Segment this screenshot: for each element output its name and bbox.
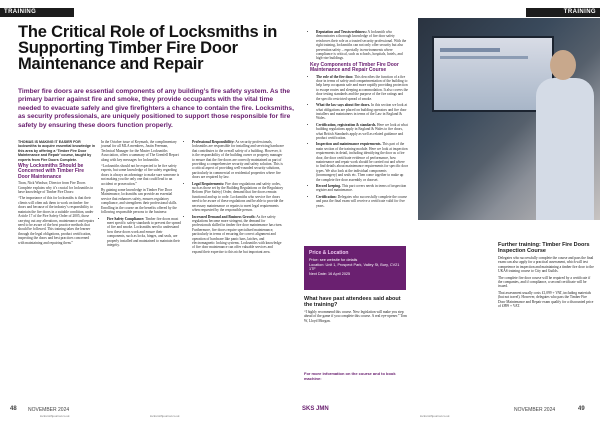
subheading-components: Key Components of Timber Fire Door Maintenance and Repair Course <box>310 61 399 74</box>
paragraph: By gaining some knowledge in Timber Fire Door Maintenance, locksmiths can provide an essential service that enhances safety, ensures regulatory compliance, and strengthens their professional skills. Enrolling in the course on the benefits offered by the following responsible persons to the business: <box>101 188 178 215</box>
list-item: • Inspection and maintenance requirements. This part of the main section of the training module. Here we look at inspection requirements in detail, including identifying the door as a fire door, the door certificate evidence of performance, how maintenance and repair work should be carried out and where to find details about maintenance requirements for specific door types. We also look at the individual components (ironmongery) and seals etc. Then come together to make up the complete fire door assembly or doorset. <box>316 142 408 182</box>
lead-paragraph: THOMAS IS MAKING IT EASIER FOR locksmiths to acquire essential knowledge in this area by offering a ‘Timber Fire Door Maintenance and Repair’ course, taught by experts from Fire Doors Complete. <box>18 140 96 162</box>
list-item: • Legal Requirements: Fire door regulations and safety codes, such as those set by the Building Regulations or the Regulatory Reform (Fire Safety) Order, demand that fire doors remain functional and up to code. Locksmiths who service fire doors need to be aware of these regulations and be able to provide the necessary maintenance or repairs to meet legal requirements when requested by the responsible person. <box>192 182 284 213</box>
list-item: • Professional Responsibility: As security professionals, locksmiths are responsible for installing and servicing hardware that contributes to the overall safety of a building. However, it is the responsibility of the building owner or property manager to ensure that the fire doors are correctly maintained as part of providing a comprehensive security and safety solution. This is a critical aspect of providing well-rounded security solutions, particularly in commercial or residential properties where fire doors are required by law. <box>192 140 284 180</box>
price-location-box <box>304 246 406 290</box>
paragraph: The complete fire door course will be required by a certificate if the companies, and if compliance, a second certificate will be issued. <box>498 275 591 289</box>
footer-url: locksmithjournal.co.uk <box>150 414 180 418</box>
list-item: • The role of the fire door. This describes the function of a fire door in terms of safety and compartmentation of the building to help keep occupants safe and more rapidly providing protection to escape routes and sleeping accommodation. It also covers the door testing standards and the purpose of the fire ratings and the specific restricted spread of smoke. <box>316 75 408 101</box>
more-info-link[interactable]: For more information on the course and to book machine: <box>304 371 396 381</box>
list-item: • Increased Demand and Business Growth: As fire safety regulations become more stringent, the demand for professionals skilled in timber fire door maintenance has risen. Furthermore, fire doors require specialised maintenance, particularly in terms of ensuring the correct alignment and operation of hardware like panic bars, latches, and electromagnetic locking systems. Locksmiths with knowledge of fire door maintenance can offer valuable services and expand their expertise to this niche but important area. <box>192 215 284 255</box>
subheading-why: Why Locksmiths Should be Concerned with Timber Fire Door Maintenance <box>18 163 85 180</box>
column-3 <box>186 140 284 256</box>
page-number: 48 <box>10 406 17 412</box>
further-training-heading: Further training: Timber Fire Doors Inspection Course <box>498 242 590 254</box>
training-photo <box>418 18 600 220</box>
article-title: The Critical Role of Locksmiths in Supporting Timber Fire Door Maintenance and Repair <box>18 23 278 73</box>
footer-left <box>0 406 300 420</box>
footer-right <box>300 406 600 420</box>
list-item: • Certification, registration & standards. Here we look at what building regulations apply in England & Wales to fire doors, what British Standards apply as well as related guidance and product certification. <box>316 123 408 141</box>
benefit-list <box>101 217 181 248</box>
benefit-list <box>310 30 408 61</box>
testimonial-text: “I highly recommend this course. New legislation will make you step ahead of the game if you complete this course. A real eye-opener.” Tom W, Lloyd Morgan. <box>304 310 407 323</box>
issue-date: NOVEMBER 2024 <box>28 407 70 413</box>
footer-url: locksmithjournal.co.uk <box>420 414 450 418</box>
paragraph: Delegates who successfully complete the course and pass the final exam can also apply for a practical assessment, which will test competence in inspection and maintaining a timber fire door to the UKAS training course to City and Guilds. <box>498 256 594 274</box>
trainer-figure <box>536 50 596 220</box>
section-label-left: TRAINING <box>0 8 74 17</box>
quote-paragraph: “The importance of this for locksmiths is that their clients will often ask them to work on timber fire doors and because of the industry’s responsibility to maintain the fire doors in a suitable condition, under Article 17 of the Fire Safety Order of 2005, those carrying out any alterations, maintenance and repairs need to be aware of the best practice methods that should be followed. This training takes the learner through the legal obligations, product certification, inspecting the doors and best practices concerned with maintaining and repairing them.” <box>18 196 95 245</box>
price-heading: Price & Location <box>309 250 349 256</box>
sks-logo: SKS JMN <box>302 406 329 412</box>
page-number: 49 <box>578 406 585 412</box>
list-item: • Certification: Delegates who successfully complete the course and pass the final exam will receive a certificate valid for five years. <box>316 195 408 208</box>
benefit-list <box>186 140 284 254</box>
testimonial-heading: What have past attendees said about the training? <box>304 296 401 308</box>
list-item: • What the law says about fire doors. In this section we look at what obligations are placed on building operators and fire door installers and maintainers in terms of the Law in England & Wales. <box>316 103 408 121</box>
standfirst: Timber fire doors are essential components of any building’s fire safety system. As the primary barrier against fire and smoke, they provide occupants with the vital time needed to evacuate safely and give firefighters a chance to contain the fire. Locksmiths, as security professionals, are uniquely positioned to support those responsible for fire safety by ensuring these doors function properly. <box>18 88 294 129</box>
right-page <box>300 0 600 424</box>
price-line: Price: see website for details <box>309 258 358 262</box>
paragraph: In the October issue of Keymark, the complimentary journal for all MLA members, Justin Freeman, Technical Manager for the Master Locksmiths Association, offers a summary of The Grenfell Report along with key messages for locksmiths. <box>101 140 179 162</box>
column-2 <box>101 140 181 249</box>
right-column-1 <box>310 30 408 210</box>
footer-url: locksmithjournal.co.uk <box>40 414 70 418</box>
testimonial-section <box>304 296 408 323</box>
list-item: • Fire Safety Compliance: Timber fire doors must meet specific safety standards to prevent the spread of fire and smoke. Locksmiths need to understand how these doors work and ensure their components, such as locks, hinges, and seals, are properly installed and maintained to maintain their integrity. <box>107 217 181 248</box>
next-date-line: Next Date: 16 April 2025 <box>309 271 351 276</box>
list-item: • Record keeping. This part covers needs in terms of inspection register and maintenance. <box>316 184 408 193</box>
component-list <box>310 75 408 208</box>
further-training-section <box>498 242 594 308</box>
paragraph: Tiran, Nick Windsor, Director from Fire Doors Complete explains why it’s crucial for locksmiths to have knowledge of Timber Fire Doors: <box>18 181 94 195</box>
location-line: Location: Unit 1, Prospect Park, Valley St, Bury, CV21 1TF <box>309 262 400 272</box>
paragraph: “Locksmiths should not be expected to be fire safety experts, but some knowledge of fire safety regarding doors is always an advantage to make sure someone is not making you the only one that could lead to an accident or prosecution.” <box>101 164 180 186</box>
section-label-right: TRAINING <box>526 8 600 17</box>
list-item: • Reputation and Trustworthiness: A locksmith who demonstrates a thorough knowledge of fire door safety reinforces their role as a trusted security professional. With the right training, locksmiths can not only offer security but also prevention safety – especially in environments where compliance is critical, such as schools, hospitals, hotels, and high-rise buildings. <box>316 30 408 61</box>
issue-date: NOVEMBER 2024 <box>514 407 556 413</box>
column-1 <box>18 140 96 247</box>
paragraph: That assessment usually costs £1,099 + VAT, including materials (but not travel). However, delegates who pass the Timber Fire Door Maintenance and Repair exam qualify for a discounted price of £899 + VAT. <box>498 290 594 309</box>
